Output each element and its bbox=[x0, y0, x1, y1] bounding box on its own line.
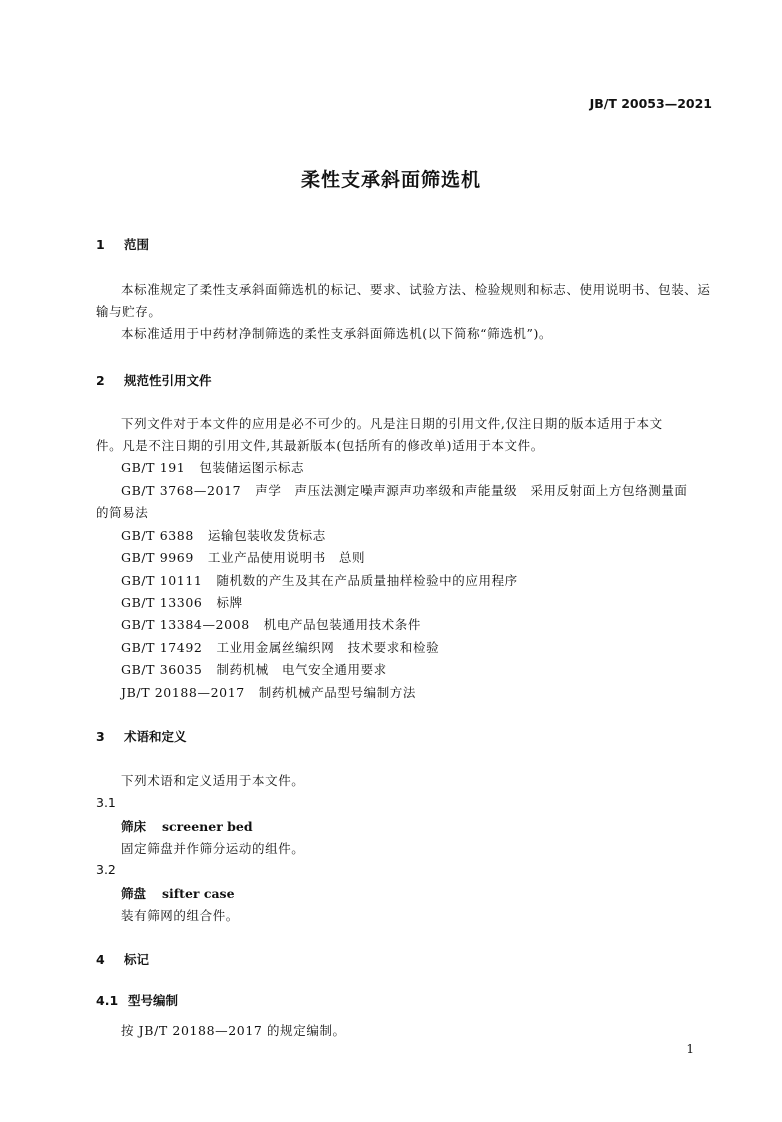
reference-continuation: 的简易法 bbox=[96, 505, 149, 520]
reference-code: GB/T 6388 bbox=[121, 528, 194, 543]
reference-item bbox=[121, 548, 365, 566]
term-definition: 装有筛网的组合件。 bbox=[121, 908, 239, 923]
s1-paragraph-1-line-2: 输与贮存。 bbox=[96, 304, 162, 319]
reference-item bbox=[121, 615, 421, 633]
section-title: 范围 bbox=[124, 237, 150, 252]
reference-code: JB/T 20188—2017 bbox=[121, 685, 245, 700]
reference-item bbox=[121, 481, 688, 499]
reference-code: GB/T 13384—2008 bbox=[121, 617, 250, 632]
term-en: sifter case bbox=[162, 886, 235, 901]
reference-code: GB/T 36035 bbox=[121, 662, 203, 677]
term-number: 3.1 bbox=[96, 795, 116, 810]
section-title: 标记 bbox=[124, 952, 150, 967]
reference-code: GB/T 3768—2017 bbox=[121, 483, 242, 498]
reference-title: 制药机械产品型号编制方法 bbox=[258, 685, 416, 700]
page-number: 1 bbox=[686, 1042, 694, 1056]
section-number: 4 bbox=[96, 952, 105, 967]
subsection-4-1-heading bbox=[96, 991, 178, 1009]
s2-intro-line-2: 件。凡是不注日期的引用文件,其最新版本(包括所有的修改单)适用于本文件。 bbox=[96, 438, 544, 453]
s1-paragraph-1-line-1: 本标准规定了柔性支承斜面筛选机的标记、要求、试验方法、检验规则和标志、使用说明书、包装、运 bbox=[121, 282, 711, 297]
reference-item bbox=[121, 683, 416, 701]
term-number: 3.2 bbox=[96, 862, 116, 877]
reference-title: 声学 声压法测定噪声源声功率级和声能量级 采用反射面上方包络测量面 bbox=[255, 483, 688, 498]
section-title: 规范性引用文件 bbox=[124, 373, 212, 388]
s3-intro: 下列术语和定义适用于本文件。 bbox=[121, 773, 305, 788]
reference-title: 工业用金属丝编织网 技术要求和检验 bbox=[216, 640, 440, 655]
reference-item bbox=[121, 660, 387, 678]
term-name bbox=[121, 884, 235, 902]
reference-title: 制药机械 电气安全通用要求 bbox=[216, 662, 387, 677]
section-3-heading bbox=[96, 727, 187, 745]
subsection-title: 型号编制 bbox=[128, 993, 179, 1008]
section-2-heading bbox=[96, 371, 212, 389]
s2-intro-line-1: 下列文件对于本文件的应用是必不可少的。凡是注日期的引用文件,仅注日期的版本适用于本文 bbox=[121, 416, 663, 431]
reference-item bbox=[121, 458, 304, 476]
term-name bbox=[121, 817, 253, 835]
section-title: 术语和定义 bbox=[124, 729, 187, 744]
term-definition: 固定筛盘并作筛分运动的组件。 bbox=[121, 841, 305, 856]
reference-title: 随机数的产生及其在产品质量抽样检验中的应用程序 bbox=[216, 573, 518, 588]
section-number: 3 bbox=[96, 729, 105, 744]
reference-item bbox=[121, 526, 326, 544]
s1-paragraph-2: 本标准适用于中药材净制筛选的柔性支承斜面筛选机(以下简称“筛选机”)。 bbox=[121, 326, 553, 341]
reference-code: GB/T 17492 bbox=[121, 640, 203, 655]
term-zh: 筛盘 bbox=[121, 886, 147, 901]
reference-title: 标牌 bbox=[216, 595, 243, 610]
subsection-number: 4.1 bbox=[96, 993, 119, 1008]
term-en: screener bed bbox=[162, 819, 253, 834]
reference-title: 工业产品使用说明书 总则 bbox=[207, 550, 366, 565]
reference-item bbox=[121, 571, 518, 589]
reference-code: GB/T 191 bbox=[121, 460, 186, 475]
section-number: 1 bbox=[96, 237, 105, 252]
reference-item bbox=[121, 638, 439, 656]
section-number: 2 bbox=[96, 373, 105, 388]
subsection-4-1-text: 按 JB/T 20188—2017 的规定编制。 bbox=[121, 1023, 346, 1038]
reference-code: GB/T 10111 bbox=[121, 573, 203, 588]
section-1-heading bbox=[96, 235, 149, 253]
reference-item bbox=[121, 593, 243, 611]
section-4-heading bbox=[96, 950, 149, 968]
document-title: 柔性支承斜面筛选机 bbox=[300, 169, 481, 191]
reference-code: GB/T 13306 bbox=[121, 595, 203, 610]
term-zh: 筛床 bbox=[121, 819, 147, 834]
reference-title: 机电产品包装通用技术条件 bbox=[263, 617, 421, 632]
reference-title: 运输包装收发货标志 bbox=[207, 528, 326, 543]
reference-code: GB/T 9969 bbox=[121, 550, 194, 565]
standard-number: JB/T 20053—2021 bbox=[589, 96, 712, 111]
reference-title: 包装储运图示标志 bbox=[199, 460, 305, 475]
